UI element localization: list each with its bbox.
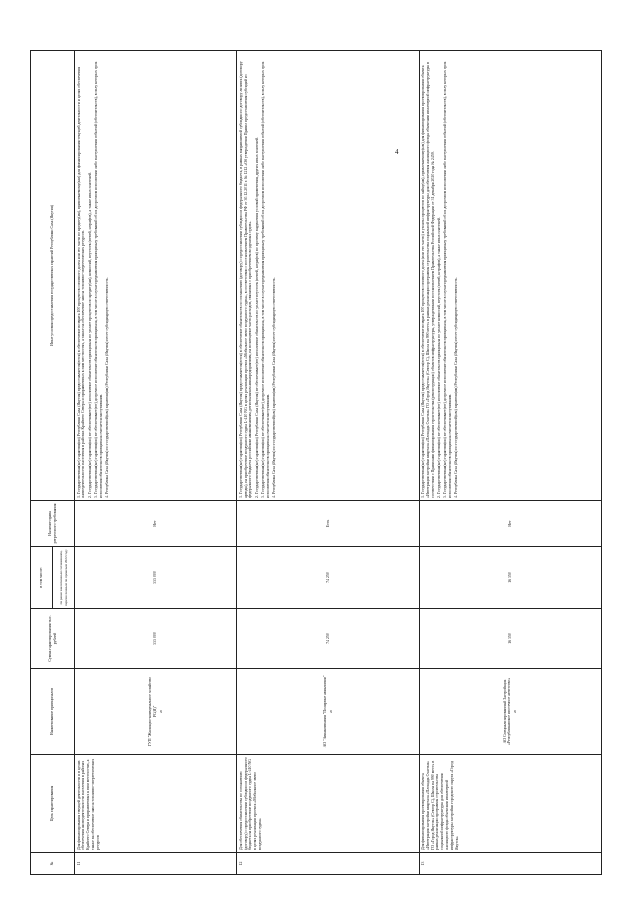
condition-item: 4. Республика Саха (Якутия) по государственной(ым) гарантии(ям) Республики Саха (Якутия) несет субсидиарную ответственность. [271, 277, 276, 498]
page-number: 4 [395, 148, 399, 156]
guarantee-goal [419, 755, 601, 853]
principal-name-text: ГУП "Жилищно-коммунальное хозяйство РС(Я)" [148, 676, 157, 747]
condition-item: 3. Государственная(ые) гарантия(ии) не обеспечивает(ют) досрочное исполнение обязательств принципала, в том числе в случае предъявления принципалу требований об их досрочном исполнении либо наступления событий (обстоятельств), в силу которых срок исполнения обязательств принципала считается наступившим. [443, 61, 452, 498]
row-mark: 20 [513, 710, 518, 713]
guarantee-goal-text: Для финансирования проектирования объекта «Интеграция застройки квартала «Площадь Счастья» ГО «Город Якутск» (Сектор С), Школа на 990 мест» в рамках реализации программы строительства социальной инфраструктуры для обеспечения жилищного фонда объектами инженерной инфраструктуры застройки городского округа «Город Якутск» [421, 760, 459, 850]
guarantee-goal [237, 755, 419, 853]
including-amount: 16 350 [419, 547, 601, 609]
guarantee-goal-text: Для финансирования текущей деятельности и в целях обеспечения жизнедеятельности населения в районах Крайнего Севера и приравненных к ним местностях, а также на обеспечение завоза топливно-энергетических ресурсов [76, 758, 100, 850]
principal-name [75, 669, 237, 755]
header-goal: Цель гарантирования [31, 755, 75, 853]
row-mark: 20 [158, 710, 163, 713]
principal-name [237, 669, 419, 755]
guarantees-table [30, 50, 602, 875]
guarantee-sum: 16 350 [419, 609, 601, 669]
condition-item: 4. Республика Саха (Якутия) по государственной(ым) гарантии(ям) Республики Саха (Якутия) несет субсидиарную ответственность. [104, 277, 109, 498]
condition-item: 3. Государственная(ые) гарантия(ии) не обеспечивает(ют) досрочное исполнение обязательств принципала, в том числе в случае предъявления принципалу требований об их досрочном исполнении либо наступления событий (обстоятельств), в силу которых срок исполнения обязательств принципала считается наступившим. [93, 61, 103, 498]
condition-item: 3. Государственная(ые) гарантия(ии) не обеспечивает(ют) досрочное исполнение обязательств принципала, в том числе в случае предъявления принципалу требований об их досрочном исполнении либо наступления событий (обстоятельств), в силу которых срок исполнения обязательств принципала считается наступившим. [260, 61, 270, 498]
principal-name-text: АО Специализированный Застройщик «Республиканское ипотечное агентство» [502, 677, 512, 746]
guarantee-goal-text: Для обеспечения обязательства по соглашению (договору) о предоставлении субсидии из федерального бюджета на приобретение воздушного судна L-410 NG в целях реализации проекта «Мобильное звено воздушного судна» [238, 757, 262, 850]
regress-right: Есть [237, 501, 419, 547]
guarantee-goal [75, 755, 237, 853]
header-num: № [31, 853, 75, 875]
condition-item: 2. Государственная(ые) гарантия(ии) не обеспечивает(ют) исполнение обязательств принципала по уплате процентов по кредиту(ам), комиссий, неустоек (пеней, штрафов), а также иных платежей. [87, 171, 92, 498]
including-amount: 74 250 [237, 547, 419, 609]
table-row [237, 51, 419, 875]
guarantee-sum: 333 000 [75, 609, 237, 669]
row-number: 11 [75, 853, 237, 875]
principal-name-text: АО "Авиакомпания "Полярные авиалинии" [322, 675, 327, 748]
guarantee-conditions [75, 51, 237, 501]
header-including: в том числе: [31, 547, 53, 609]
table-body [75, 51, 602, 875]
guarantees-table-rotated [30, 50, 602, 875]
condition-item: 1. Государственная(ые) гарантия(ии) Республики Саха (Якутия) предоставляется(ются) в обеспечение возврата 100 процентов основного долга (или его части) и уплаты процентов по займу(ам), привлекаемому(ым) для финансирования проектирования объекта «Интеграция застройки квартала «Площадь Счастья» ГО «Город Якутск» (Сектор С), Школа на 990 мест» в рамках реализации программы строительства социальной инфраструктуры для обеспечения жилищного фонда объектами инженерной инфраструктуры в соответствии с Правилами финансирования строительства (реконструкции) объектов инфраструктуры, утвержденными постановлением Правительства Российской Федерации от 31 декабря 2020 года № 2459. [421, 62, 435, 498]
row-number: 12 [237, 853, 419, 875]
guarantee-conditions [237, 51, 419, 501]
condition-item: 1. Государственная(ые) гарантия(ии) Республики Саха (Якутия) предоставляется(ются) в обеспечение возврата 100 процентов основного долга или его части по кредиту(ам), привлекаемому(ым) для финансирования текущей деятельности и целях обеспечения жизнедеятельности населения в районах Крайнего Севера и приравненных к ним местностях, а также на обеспечение завоза топливно-энергетических ресурсов. [76, 66, 86, 498]
row-number: 13 [419, 853, 601, 875]
header-principal: Наименование принципалов [31, 669, 75, 755]
regress-right: Нет [419, 501, 601, 547]
header-regress: Наличие права регрессного требования [31, 501, 75, 547]
condition-item: 2. Государственная(ые) гарантия(ии) Республики Саха (Якутия) не обеспечивает(ют) исполнение обязательств по уплате неустоек (пеней, штрафов) по прочему нарушения условий применения, других иных платежей. [254, 136, 259, 498]
condition-item: 1. Государственная(ые) гарантия(ии) Республики Саха (Якутия) предоставляется(ются) в обеспечение обязательств по соглашению (договору) о предоставлении субсидии из федерального бюджета, в рамках направляемой субсидии по договору лизинга (договору аренды), на приобретение воздушного судна L-410 NG в целях реализации проекта «Мобильное звено воздушного судна», в соответствии с постановлением Правительства РФ от 30.12.2011 г. № 1212 «Об утверждении Правил предоставления субсидий из федерального бюджета российским авиакомпаниям, региональным авиапредприятиям, на возмещение части расходов, связанных с приобретением воздушных судов». [238, 61, 253, 498]
table-row [419, 51, 601, 875]
table-row [75, 51, 237, 875]
principal-name [419, 669, 601, 755]
including-amount: 333 000 [75, 547, 237, 609]
header-conditions: Иные условия предоставления государственных гарантий Республики Саха (Якутия) [31, 51, 75, 501]
condition-item: 2. Государственная(ые) гарантия(ии) не обеспечивает(ют) исполнение обязательств принципала по уплате комиссий, неустоек (пеней, штрафов), а также иных платежей. [436, 217, 441, 498]
guarantee-conditions [419, 51, 601, 501]
header-including-sub: по ранее заключенным соглашениям, перечисленным по прошлым 2022 году [53, 547, 75, 609]
guarantee-sum: 74 250 [237, 609, 419, 669]
condition-item: 4. Республика Саха (Якутия) по государственной(ым) гарантии(ям) Республики Саха (Якутия) несет субсидиарную ответственность. [454, 277, 459, 498]
header-sum: Сумма гарантирования тыс. рублей [31, 609, 75, 669]
row-mark: 20 [328, 710, 333, 713]
regress-right: Нет [75, 501, 237, 547]
